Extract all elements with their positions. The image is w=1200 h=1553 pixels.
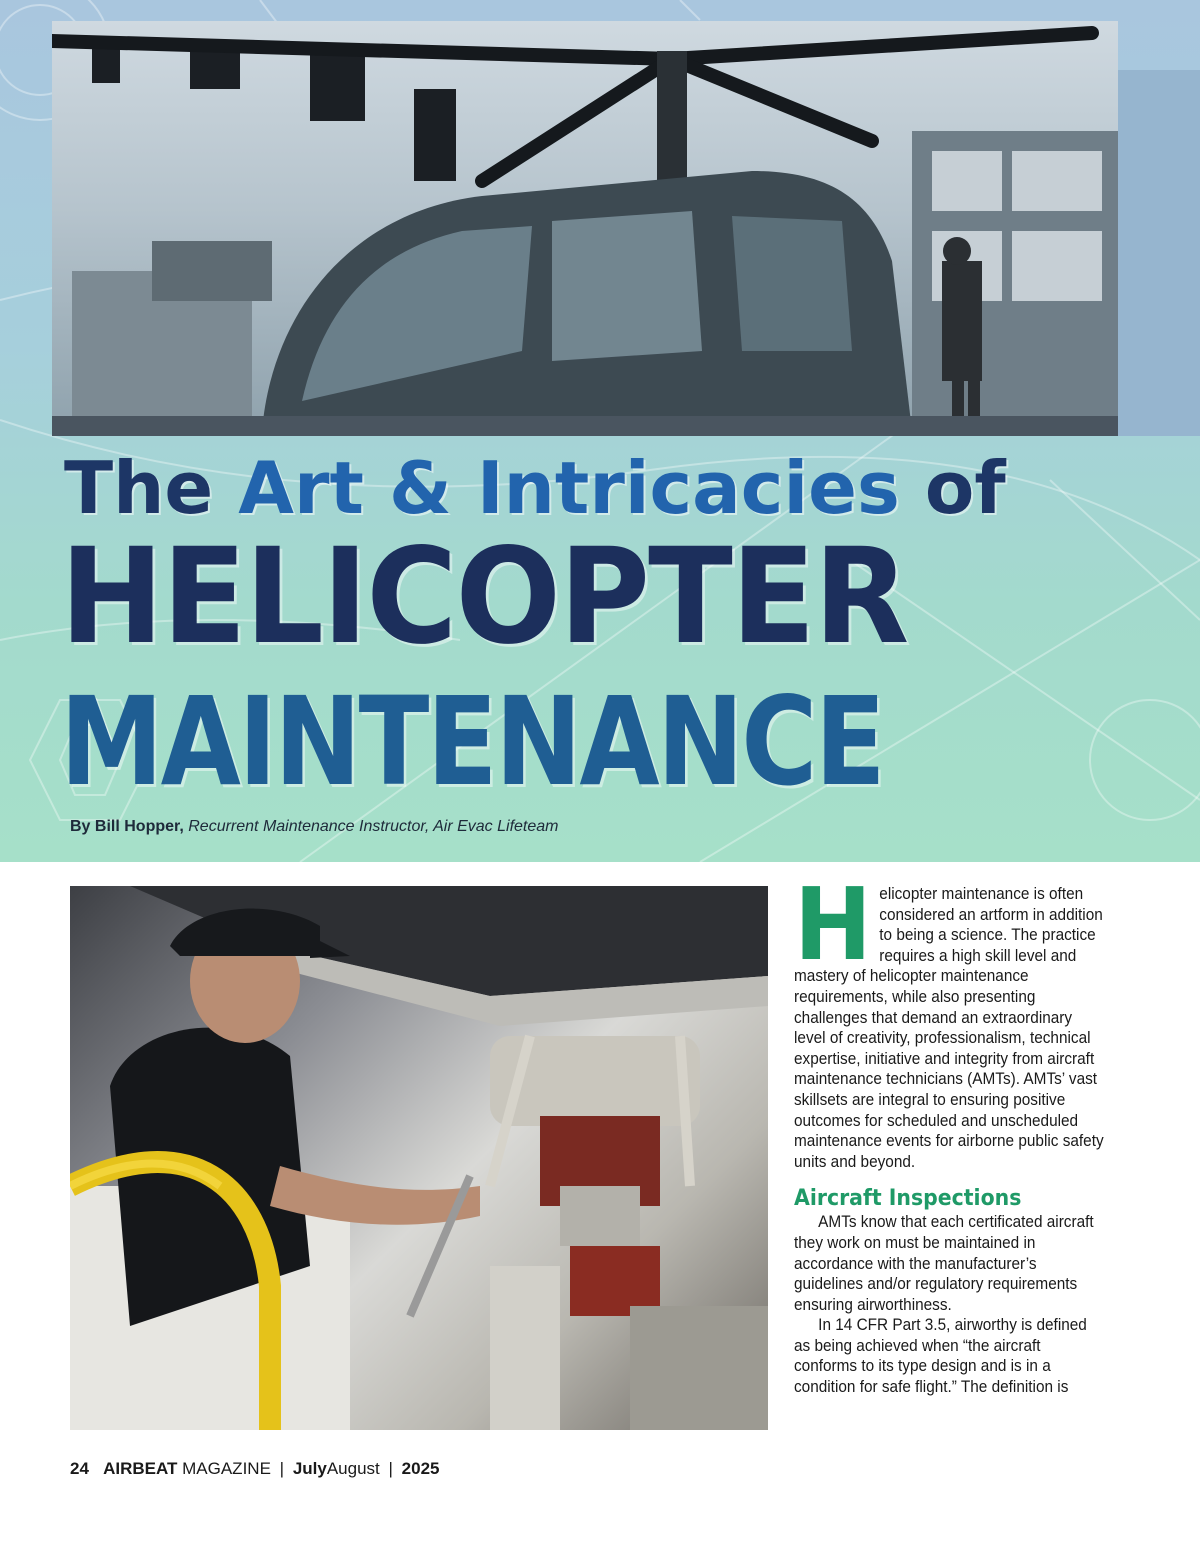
title-art-intricacies: Art & Intricacies [238,446,900,530]
footer-magazine: MAGAZINE [182,1459,271,1478]
footer-brand: AIRBEAT [103,1459,178,1478]
paragraph-2: In 14 CFR Part 3.5, airworthy is defined as being achieved when “the aircraft conforms to its type design and is in a condition for safe flight.” The definition is [794,1316,1087,1397]
paragraph-1: AMTs know that each certificated aircraft they work on must be maintained in accordance with the manufacturer’s guidelines and/or regulatory requirements ensuring airworthiness. [794,1213,1094,1314]
page-footer [70,1459,440,1479]
intro-text: elicopter maintenance is often considered an artform in addition to being a science. The practice requires a high skill level and mastery of helicopter maintenance requirements, while also presenting challenges that demand an extraordinary level of creativity, professionalism, technical expertise, initiative and integrity from aircraft maintenance technicians (AMTs). AMTs’ vast skillsets are integral to ensuring positive outcomes for scheduled and unscheduled maintenance events for airborne public safety units and beyond. [794,885,1104,1171]
footer-issue-month: July [292,1459,327,1478]
title-maintenance: MAINTENANCE [60,671,884,813]
side-panel [1118,70,1200,436]
intro-paragraph [794,866,1105,1172]
drop-cap: H [794,866,872,983]
article-body [794,866,1105,1398]
footer-year: 2025 [401,1459,440,1478]
title-of: of [924,446,1006,530]
title-helicopter: HELICOPTER [60,520,908,674]
technician-rotor-photo [70,886,768,1430]
title-the: The [64,446,214,530]
byline-role: Recurrent Maintenance Instructor, Air Evac Lifeteam [188,818,559,835]
footer-issue-month-2: August [326,1459,380,1478]
page-number: 24 [70,1459,89,1478]
footer-separator-2: | [388,1459,393,1478]
hero-helicopter-photo [52,21,1118,436]
byline-author: By Bill Hopper, [70,818,184,835]
footer-separator-1: | [279,1459,285,1478]
byline [70,818,559,836]
section-heading-aircraft-inspections: Aircraft Inspections [794,1186,1022,1212]
